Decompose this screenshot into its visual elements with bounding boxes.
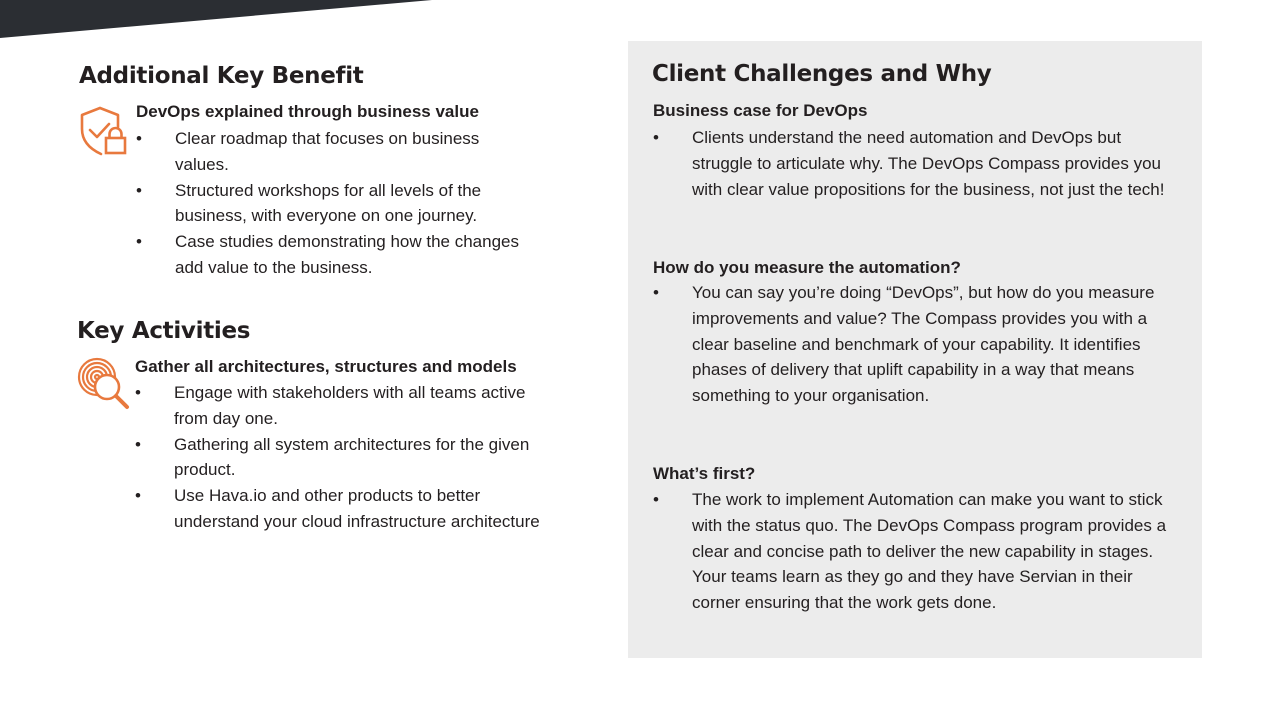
section-bullets-whats-first: [653, 487, 1183, 616]
bullet-marker: •: [135, 486, 141, 506]
list-item: • Gathering all system architectures for the given product.: [135, 432, 545, 484]
client-challenges-panel: [628, 41, 1202, 658]
bullet-marker: •: [653, 128, 659, 147]
bullet-marker: •: [135, 434, 141, 454]
bullet-marker: •: [135, 383, 141, 402]
panel-heading: Client Challenges and Why: [652, 61, 992, 87]
list-item: • Engage with stakeholders with all teams active from day one.: [135, 380, 545, 432]
list-item: • Case studies demonstrating how the changes add value to the business.: [136, 229, 536, 281]
shield-lock-icon: [77, 105, 129, 157]
bullet-marker: •: [136, 180, 142, 200]
bullet-marker: •: [136, 232, 142, 252]
section-bullets-measure: [653, 280, 1183, 409]
bullet-marker: •: [136, 129, 142, 148]
list-item: • The work to implement Automation can make you want to stick with the status quo. The DevOps Compass program provides a clear and concise path to deliver the new capability in stages. Your teams learn as they go and they have Servian in their corner ensuring that the work gets done.: [653, 487, 1183, 616]
section-bullets-business-case: [653, 125, 1183, 202]
list-item: • Structured workshops for all levels of the business, with everyone on one journey.: [136, 178, 536, 230]
section-subtitle-whats-first: What’s first?: [653, 464, 756, 483]
benefit-heading: Additional Key Benefit: [79, 63, 364, 89]
bullet-marker: •: [653, 283, 659, 302]
bullet-marker: •: [653, 490, 659, 509]
activities-bullet-list: [135, 380, 545, 535]
activities-heading: Key Activities: [77, 318, 251, 344]
decorative-top-band: [0, 0, 440, 40]
list-item: • Clear roadmap that focuses on business values.: [136, 126, 536, 178]
list-item: • Use Hava.io and other products to better understand your cloud infrastructure architecture: [135, 483, 545, 535]
list-item: • You can say you’re doing “DevOps”, but how do you measure improvements and value? The Compass provides you with a clear baseline and benchmark of your capability. It identifies phases of delivery that uplift capability in a way that means something to your organisation.: [653, 280, 1183, 409]
list-item: • Clients understand the need automation and DevOps but struggle to articulate why. The DevOps Compass provides you with clear value propositions for the business, not just the tech!: [653, 125, 1183, 202]
section-subtitle-business-case: Business case for DevOps: [653, 101, 868, 120]
benefit-subtitle: DevOps explained through business value: [136, 102, 479, 121]
benefit-bullet-list: [136, 126, 536, 281]
activities-subtitle: Gather all architectures, structures and models: [135, 357, 517, 376]
fingerprint-search-icon: [77, 357, 131, 411]
section-subtitle-measure: How do you measure the automation?: [653, 258, 961, 277]
